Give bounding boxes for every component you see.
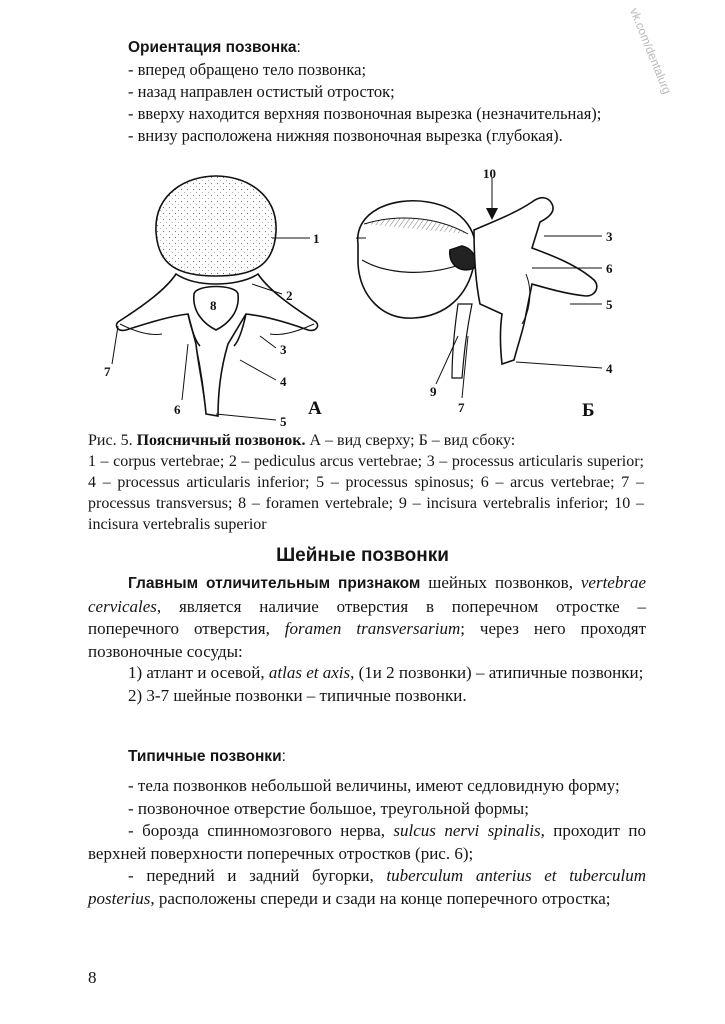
caption-legend: 1 – corpus vertebrae; 2 – pediculus arcus vertebrae; 3 – processus articularis superior; 4 – processus articularis inferior; 5 – processus spinosus; 6 – arcus vertebrae; 7 – processus transversus; 8 – foramen vertebrale; 9 – incisura vertebralis inferior; 10 – incisura vertebralis superior xyxy=(88,453,644,533)
orientation-item: - назад направлен остистый отросток; xyxy=(128,82,395,101)
caption-views: А – вид сверху; Б – вид сбоку: xyxy=(309,432,516,449)
label-a-1: 1 xyxy=(313,231,320,246)
section-title: Шейные позвонки xyxy=(276,545,449,566)
typical-heading: Типичные позвонки: xyxy=(128,748,286,765)
view-b-side-view xyxy=(358,198,597,378)
label-b-9: 9 xyxy=(430,384,437,399)
list-item: 1) атлант и осевой, atlas et axis, (1и 2 позвонки) – атипичные позвонки; xyxy=(128,663,644,682)
label-b-3: 3 xyxy=(606,229,613,244)
watermark: vk.com/dentalurg xyxy=(627,6,675,96)
orientation-item: - внизу расположена нижняя позвоночная вырезка (глубокая). xyxy=(128,126,563,145)
typical-list xyxy=(88,775,646,910)
main-paragraph-bold: Главным отличительным признаком xyxy=(128,575,421,592)
lumbar-vertebra-drawing xyxy=(96,164,636,429)
label-a-2: 2 xyxy=(286,288,293,303)
view-b-label: Б xyxy=(582,400,595,421)
list-item: - борозда спинномозгового нерва, sulcus nervi spinalis, проходит по верхней поверхности поперечных отростков (рис. 6); xyxy=(88,821,646,863)
label-a-5: 5 xyxy=(280,414,287,429)
orientation-item: - вверху находится верхняя позвоночная вырезка (незначительная); xyxy=(128,104,602,123)
list-item: - передний и задний бугорки, tuberculum anterius et tuberculum posterius, расположены спереди и сзади на конце поперечного отростка; xyxy=(88,866,646,908)
label-a-4: 4 xyxy=(280,374,287,389)
orientation-heading: Ориентация позвонка: xyxy=(128,39,301,56)
label-a-8: 8 xyxy=(210,298,217,313)
label-b-4: 4 xyxy=(606,361,613,376)
label-a-7: 7 xyxy=(104,364,111,379)
arch-side xyxy=(474,198,597,364)
main-paragraph: Главным отличительным признаком шейных позвонков, vertebrae cervicales, является наличие отверстия в поперечном отростке – поперечного отверстия, foramen transversarium; через него проходят позвоночные сосуды: xyxy=(88,573,647,661)
label-b-7: 7 xyxy=(458,400,465,415)
label-b-6: 6 xyxy=(606,261,613,276)
vertebrae-list xyxy=(88,662,646,707)
vertebral-body xyxy=(156,176,276,276)
list-item: 2) 3-7 шейные позвонки – типичные позвонки. xyxy=(128,685,467,705)
page-number: 8 xyxy=(88,968,97,987)
list-item: - позвоночное отверстие большое, треугольной формы; xyxy=(128,798,529,818)
lumbar-vertebra-figure xyxy=(96,164,636,429)
figure-caption xyxy=(88,430,644,535)
orientation-item: - вперед обращено тело позвонка; xyxy=(128,60,367,79)
label-a-6: 6 xyxy=(174,402,181,417)
list-item: - тела позвонков небольшой величины, имеют седловидную форму; xyxy=(128,776,620,795)
label-a-3: 3 xyxy=(280,342,287,357)
caption-prefix: Рис. 5. xyxy=(88,432,133,449)
label-b-10: 10 xyxy=(483,166,496,181)
caption-title: Поясничный позвонок. xyxy=(136,432,306,449)
label-b-5: 5 xyxy=(606,297,613,312)
orientation-block xyxy=(128,36,668,147)
view-a-label: А xyxy=(308,398,322,419)
